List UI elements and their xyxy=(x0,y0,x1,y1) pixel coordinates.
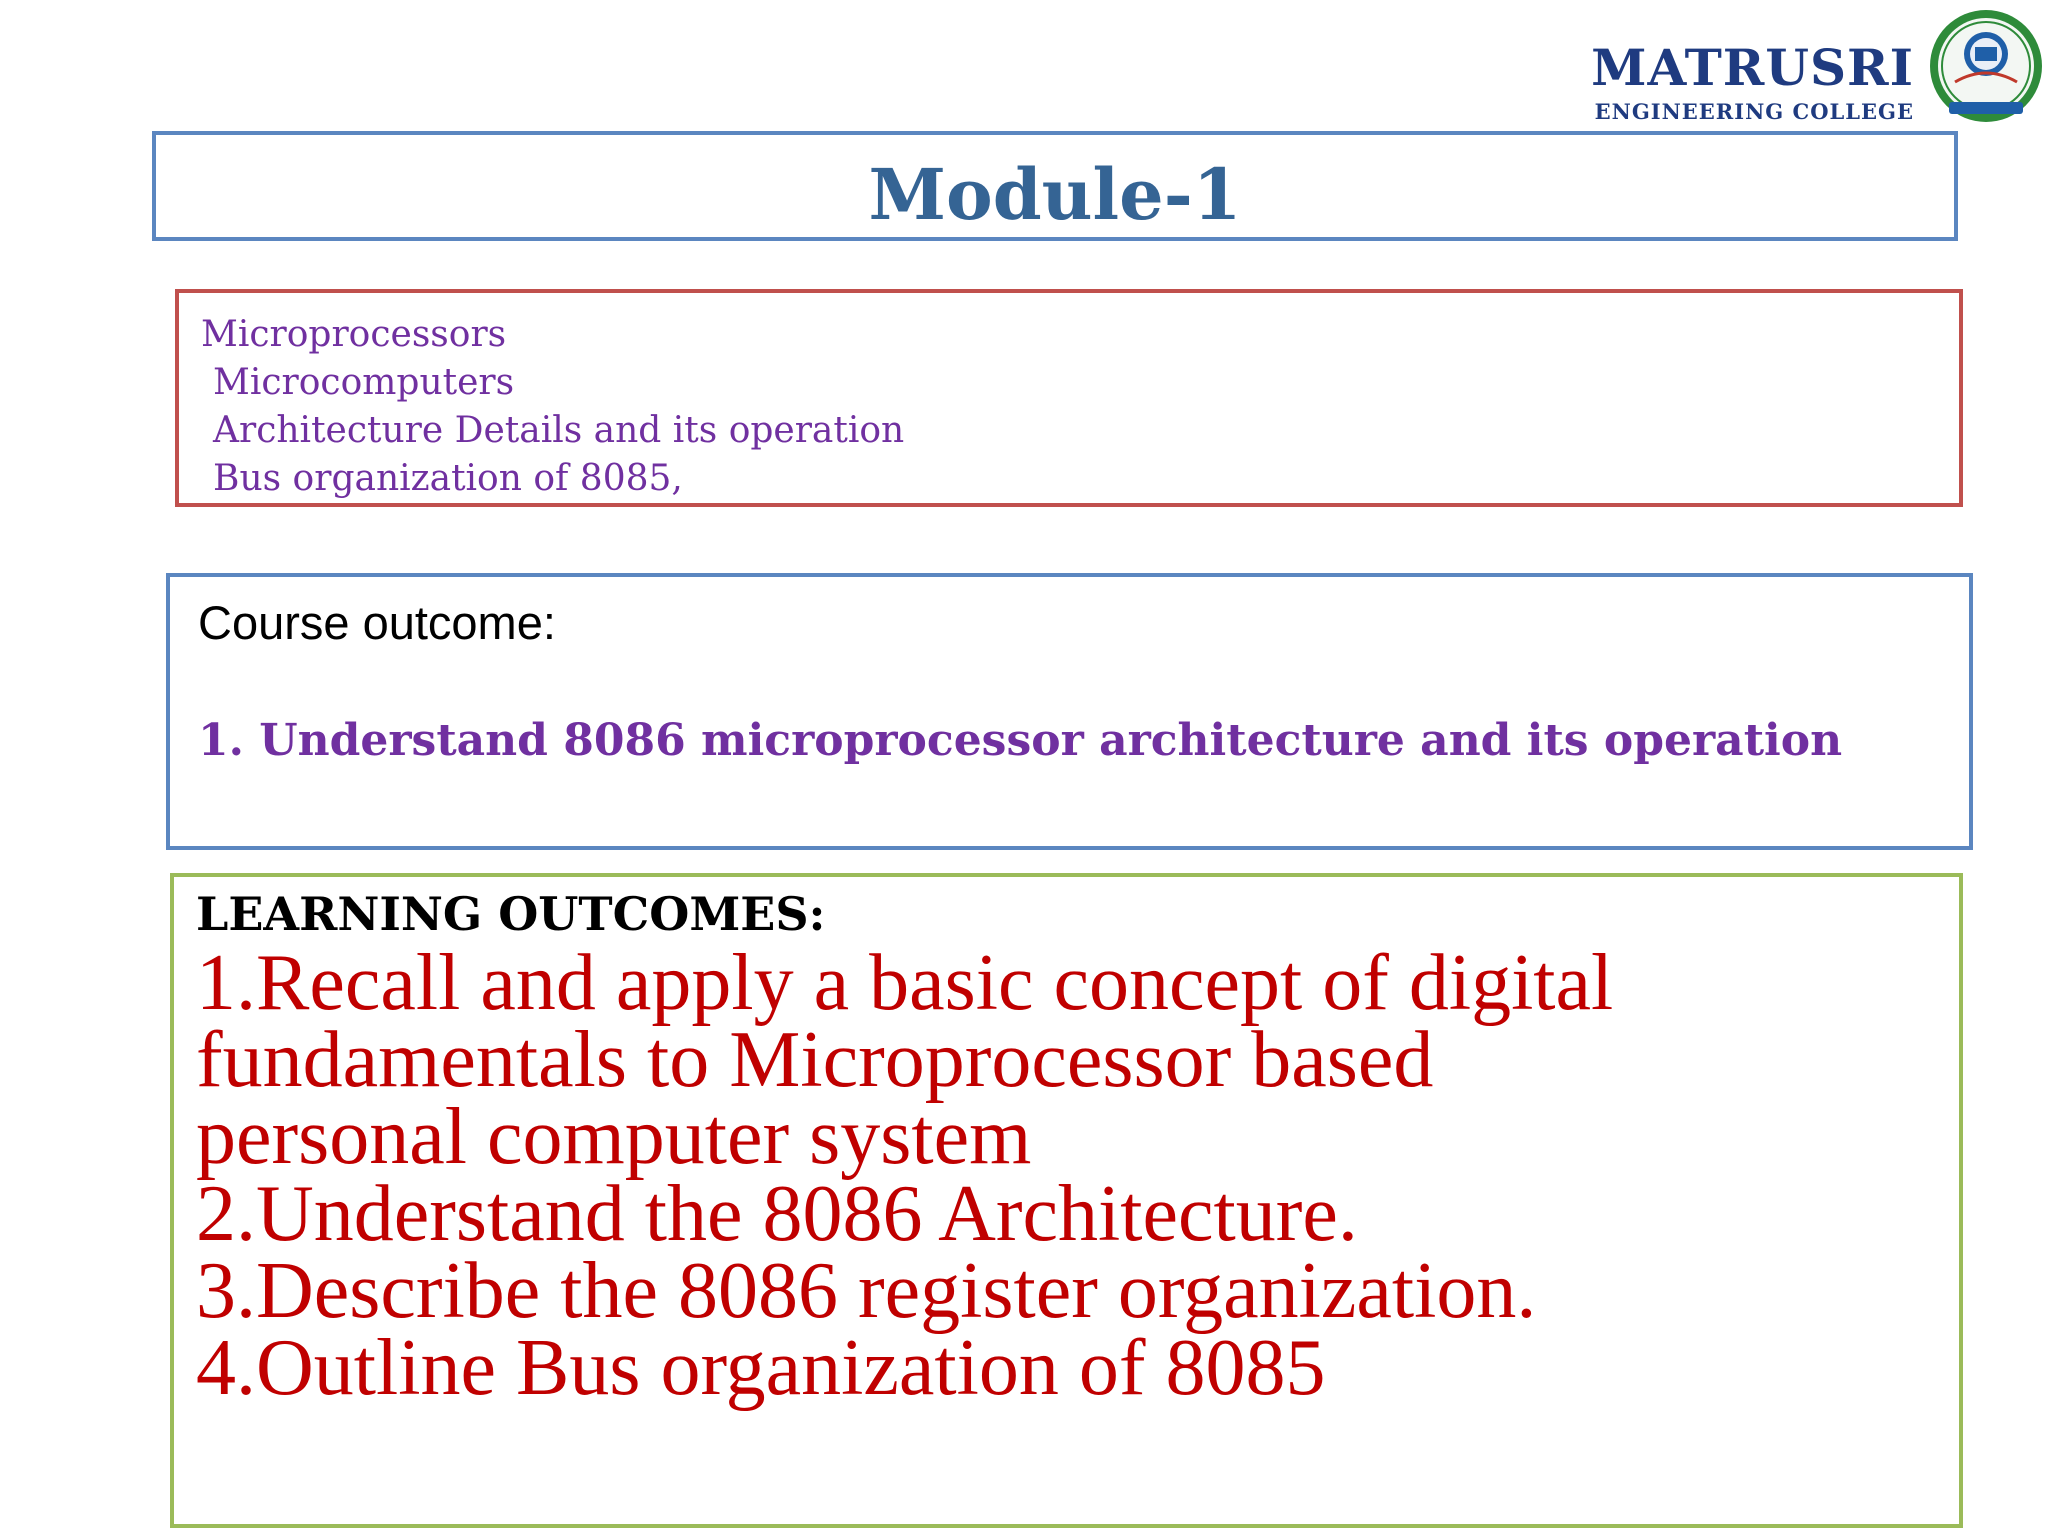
learning-outcome-line: 4.Outline Bus organization of 8085 xyxy=(196,1324,1326,1412)
course-outcome-label: Course outcome: xyxy=(198,596,556,649)
learning-outcome-line: 3.Describe the 8086 register organization. xyxy=(196,1247,1537,1335)
college-subtitle: ENGINEERING COLLEGE xyxy=(1594,99,1914,124)
topic-item: Microprocessors xyxy=(201,314,507,355)
topic-item: Bus organization of 8085, xyxy=(213,458,683,499)
learning-outcome-line: personal computer system xyxy=(196,1093,1032,1181)
module-title-box xyxy=(152,131,1958,241)
college-seal-icon xyxy=(1925,4,2047,136)
learning-outcome-line: 1.Recall and apply a basic concept of digital xyxy=(196,939,1614,1027)
learning-outcomes-box xyxy=(170,873,1963,1528)
college-name: MATRUSRI xyxy=(1591,38,1914,97)
topic-item: Architecture Details and its operation xyxy=(213,410,905,451)
learning-outcomes-list xyxy=(196,939,1956,1412)
topics-box xyxy=(175,289,1963,507)
topic-item: Microcomputers xyxy=(213,362,515,403)
learning-outcome-line: fundamentals to Microprocessor based xyxy=(196,1016,1434,1104)
course-outcome-item: 1. Understand 8086 microprocessor architecture and its operation xyxy=(198,715,1843,766)
learning-outcome-line: 2.Understand the 8086 Architecture. xyxy=(196,1170,1358,1258)
course-outcome-box xyxy=(166,573,1973,850)
module-title: Module-1 xyxy=(868,153,1242,236)
topics-list xyxy=(201,311,904,503)
learning-outcomes-heading: LEARNING OUTCOMES: xyxy=(196,887,826,941)
